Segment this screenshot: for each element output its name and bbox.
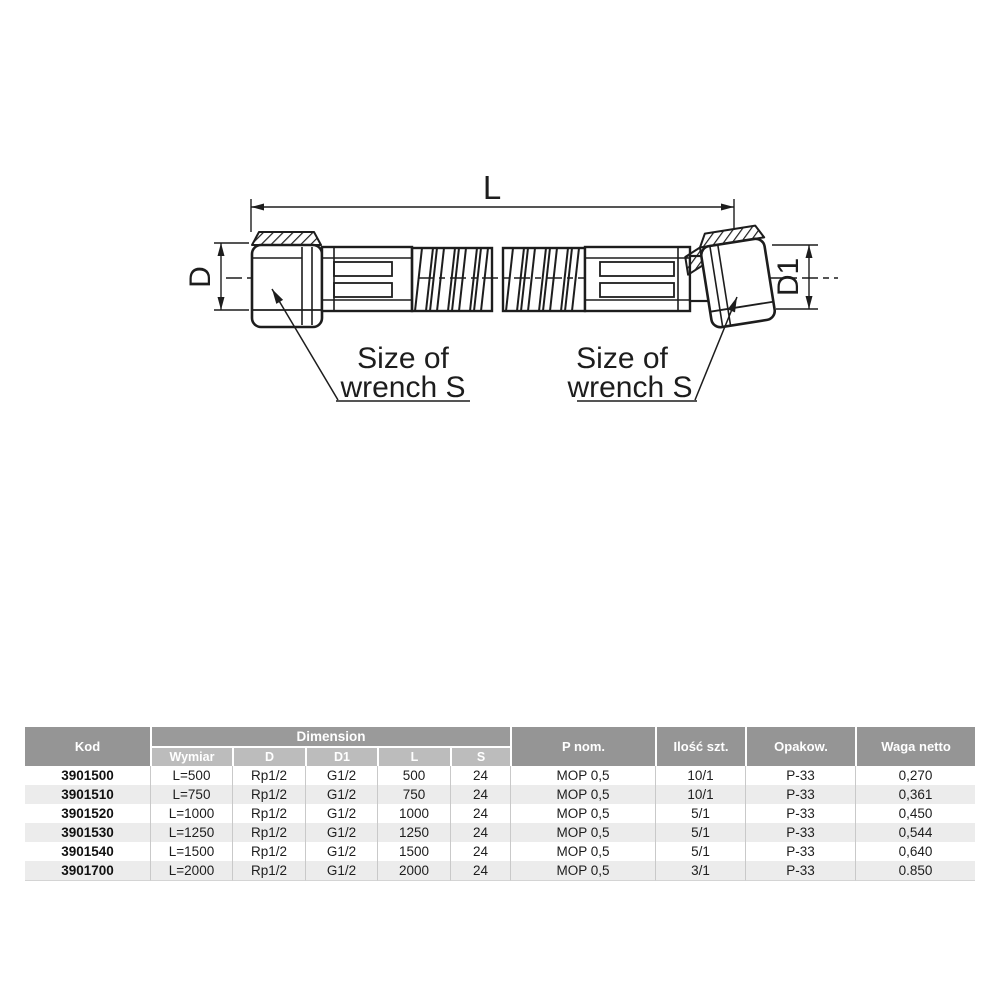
cell-l: 500 xyxy=(377,766,450,785)
dimension-label-d1: D1 xyxy=(772,257,805,297)
table-row xyxy=(25,861,975,881)
corrugated-hose-right xyxy=(503,248,585,311)
cell-s: 24 xyxy=(450,785,510,804)
table-row xyxy=(25,842,975,861)
col-header-dimension: Dimension xyxy=(150,727,510,748)
cell-ilosc: 10/1 xyxy=(655,766,745,785)
cell-wymiar: L=1500 xyxy=(150,842,232,861)
table-row xyxy=(25,785,975,804)
col-header-opakow: Opakow. xyxy=(745,727,855,766)
cell-wymiar: L=500 xyxy=(150,766,232,785)
cell-p-nom: MOP 0,5 xyxy=(510,842,655,861)
cell-opakow: P-33 xyxy=(745,861,855,881)
cell-d: Rp1/2 xyxy=(232,766,305,785)
cell-opakow: P-33 xyxy=(745,804,855,823)
cell-d: Rp1/2 xyxy=(232,785,305,804)
corrugated-hose-left xyxy=(412,248,492,311)
cell-kod: 3901700 xyxy=(25,861,150,881)
cell-l: 2000 xyxy=(377,861,450,881)
cell-waga: 0,640 xyxy=(855,842,975,861)
cell-wymiar: L=750 xyxy=(150,785,232,804)
cell-l: 1500 xyxy=(377,842,450,861)
cell-ilosc: 5/1 xyxy=(655,842,745,861)
cell-waga: 0,270 xyxy=(855,766,975,785)
table-row xyxy=(25,804,975,823)
col-header-d1: D1 xyxy=(305,748,377,766)
cell-s: 24 xyxy=(450,804,510,823)
cell-kod: 3901540 xyxy=(61,844,114,859)
dimension-d xyxy=(214,243,249,310)
cell-d1: G1/2 xyxy=(305,785,377,804)
col-header-wymiar: Wymiar xyxy=(150,748,232,766)
technical-drawing xyxy=(0,0,1000,470)
dimension-label-l: L xyxy=(482,169,502,206)
cell-ilosc: 5/1 xyxy=(655,823,745,842)
cell-waga: 0.850 xyxy=(855,861,975,881)
cell-s: 24 xyxy=(450,842,510,861)
cell-wymiar: L=1000 xyxy=(150,804,232,823)
cell-ilosc: 10/1 xyxy=(655,785,745,804)
crimp-sleeve-left xyxy=(322,247,412,311)
cell-waga: 0,450 xyxy=(855,804,975,823)
cell-d1: G1/2 xyxy=(305,861,377,881)
cell-l: 1000 xyxy=(377,804,450,823)
cell-kod: 3901510 xyxy=(25,785,150,804)
cell-d: Rp1/2 xyxy=(232,823,305,842)
cell-opakow: P-33 xyxy=(745,842,855,861)
dimension-label-d: D xyxy=(184,266,217,288)
cell-opakow: P-33 xyxy=(745,823,855,842)
spec-table xyxy=(25,727,975,881)
cell-s: 24 xyxy=(450,861,510,881)
cell-kod: 3901520 xyxy=(61,806,114,821)
cell-ilosc: 3/1 xyxy=(655,861,745,881)
col-header-s: S xyxy=(450,748,510,766)
cell-p-nom: MOP 0,5 xyxy=(510,823,655,842)
cell-s: 24 xyxy=(450,823,510,842)
cell-wymiar: L=2000 xyxy=(150,861,232,881)
col-header-ilosc-szt: Ilość szt. xyxy=(655,727,745,766)
crimp-sleeve-right xyxy=(585,247,690,311)
cell-l: 1250 xyxy=(377,823,450,842)
wrench-label-right-line2: wrench S xyxy=(567,371,693,404)
cell-d: Rp1/2 xyxy=(232,804,305,823)
cell-l: 750 xyxy=(377,785,450,804)
cell-waga: 0,544 xyxy=(855,823,975,842)
cell-s: 24 xyxy=(450,766,510,785)
cell-d: Rp1/2 xyxy=(232,861,305,881)
wrench-label-right-line1: Size of xyxy=(576,342,668,375)
col-header-waga-netto: Waga netto xyxy=(855,727,975,766)
cell-p-nom: MOP 0,5 xyxy=(510,861,655,881)
col-header-d: D xyxy=(232,748,305,766)
col-header-l: L xyxy=(377,748,450,766)
wrench-label-left-line1: Size of xyxy=(357,342,449,375)
cell-d: Rp1/2 xyxy=(232,842,305,861)
wrench-label-left-line2: wrench S xyxy=(340,371,466,404)
cell-kod: 3901500 xyxy=(61,768,114,783)
cell-opakow: P-33 xyxy=(745,785,855,804)
table-row xyxy=(25,823,975,842)
table-row xyxy=(25,766,975,785)
left-nut xyxy=(252,232,322,327)
cell-d1: G1/2 xyxy=(305,823,377,842)
cell-p-nom: MOP 0,5 xyxy=(510,766,655,785)
cell-waga: 0,361 xyxy=(855,785,975,804)
cell-p-nom: MOP 0,5 xyxy=(510,785,655,804)
cell-p-nom: MOP 0,5 xyxy=(510,804,655,823)
col-header-p-nom: P nom. xyxy=(510,727,655,766)
col-header-kod: Kod xyxy=(25,727,150,766)
cell-opakow: P-33 xyxy=(745,766,855,785)
cell-kod: 3901530 xyxy=(25,823,150,842)
cell-ilosc: 5/1 xyxy=(655,804,745,823)
cell-d1: G1/2 xyxy=(305,804,377,823)
cell-wymiar: L=1250 xyxy=(150,823,232,842)
cell-d1: G1/2 xyxy=(305,842,377,861)
cell-d1: G1/2 xyxy=(305,766,377,785)
